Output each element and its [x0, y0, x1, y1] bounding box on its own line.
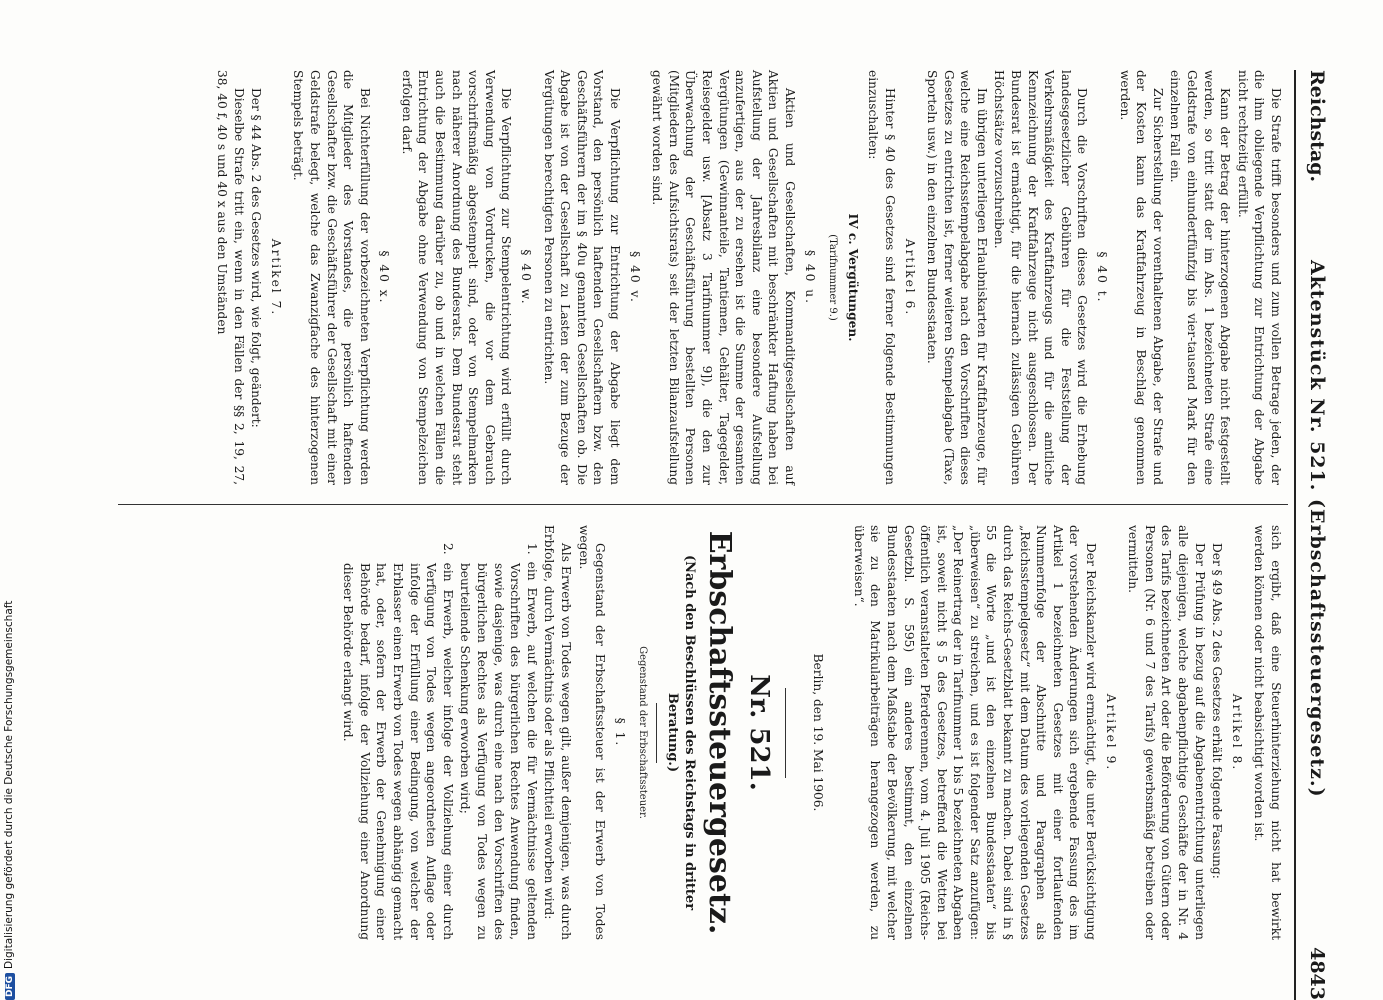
paragraph: Hinter § 40 des Gesetzes sind ferner folgende Bestimmungen einzuschalten:	[866, 70, 897, 485]
paragraph: Der § 49 Abs. 2 des Gesetzes erhält folgende Fassung:	[1210, 543, 1225, 879]
page-number: 4843	[1306, 947, 1328, 1000]
date-line: Berlin, den 19. Mai 1906.	[811, 653, 826, 812]
subject-heading: Gegenstand der Erbschaftssteuer.	[637, 646, 649, 819]
article-heading: Artikel 6.	[902, 238, 917, 317]
article-heading: Artikel 7.	[268, 238, 283, 317]
divider-rule	[785, 688, 786, 778]
list-item: 1. ein Erwerb, auf welchen die für Vermächtnisse geltenden Vorschriften des bürgerlichen Rechtes Anwendung finden, sowie dasjenige, was durch eine nach den Vorschriften des bürgerlichen Rechtes als Verfügung von Todes wegen zu beurteilende Schenkung erworben wird;	[458, 543, 539, 940]
paragraph: Als Erwerb von Todes wegen gilt, außer demjenigen, was durch Erbfolge, durch Vermächtnis oder als Pflichtteil erworben wird:	[542, 525, 573, 940]
chapter-heading: IV c. Vergütungen.	[845, 213, 860, 342]
paragraph: Kann der Betrag der hinterzogenen Abgabe nicht festgestellt werden, so tritt statt der im Abs. 1 bezeichneten Strafe eine Geldstrafe von einhundertfünfzig bis vier-tausend Mark für den einzelnen Fall ein.	[1168, 70, 1233, 485]
paragraph: Bei Nichterfüllung der vorbezeichneten Verpflichtung werden die Mitglieder des Vorstandes, die persönlich haftenden Gesellschafter bzw. die Geschäftsführer der Gesellschaft mit einer Geldstrafe belegt, welche das Zwanzigfache des hinterzogenen Stempels beträgt.	[291, 70, 372, 485]
page-header	[1294, 70, 1336, 1000]
header-title: Aktenstück Nr. 521. (Erbschaftssteuergesetz.)	[1306, 260, 1328, 798]
left-column	[212, 70, 1284, 485]
paragraph: Zur Sicherstellung der vorenthaltenen Abgabe, der Strafe und der Kosten kann das Kraftfahrzeug in Beschlag genommen werden.	[1117, 70, 1165, 485]
right-column	[339, 525, 1284, 940]
rotated-page-content	[86, 70, 1336, 1000]
paragraph: Die Verpflichtung zur Stempelentrichtung wird erfüllt durch Verwendung von Vordrucken, die vor dem Gebrauch vorschriftsmäßig abgestempelt sind, oder von Stempelmarken nach näherer Anordnung des Bundesrats. Dem Bundesrat steht auch die Bestimmung darüber zu, ob und in welchen Fällen die Entrichtung der Abgabe ohne Verwendung von Stempelzeichen erfolgen darf.	[399, 70, 514, 485]
divider-rule	[656, 703, 657, 763]
paragraph: Dieselbe Strafe tritt ein, wenn in den Fällen der §§ 2, 19, 27, 38, 40 f, 40 s und 40 x aus den Umständen	[214, 70, 246, 485]
credit-text: Digitalisierung gefördert durch die Deutsche Forschungsgemeinschaft	[3, 600, 15, 969]
section-heading: § 40 u.	[802, 249, 817, 306]
section-heading: § 40 x.	[377, 250, 392, 305]
header-left: Reichstag.	[1306, 70, 1328, 183]
digitization-credit	[3, 0, 19, 1000]
paragraph: Aktien und Gesellschaften, Kommanditgesellschaften auf Aktien und Gesellschaften mit beschränkter Haftung haben bei Aufstellung der Jahresbilanz eine besondere Aufstellung anzufertigen, aus der zu ersehen ist die Summe der gesamten Vergütungen (Gewinnanteile, Tantiemen, Gehälter, Tagegelder, Reisegelder usw. [Absatz 3 Tarifnummer 9]), die den zur Überwachung der Geschäftsführung bestellten Personen (Mitgliedern des Aufsichtsrats) seit der letzten Bilanzaufstellung gewährt worden sind.	[650, 70, 797, 485]
section-heading: § 40 t.	[1095, 251, 1110, 304]
paragraph: Gegenstand der Erbschaftssteuer ist der Erwerb von Todes wegen.	[576, 525, 608, 940]
paragraph: Der § 44 Abs. 2 des Gesetzes wird, wie folgt, geändert:	[249, 88, 264, 428]
dfg-logo: DFG	[5, 973, 15, 1000]
paragraph: sich ergibt, daß eine Steuerhinterziehung nicht hat bewirkt werden können oder nicht beabsichtigt worden ist.	[1252, 525, 1283, 940]
section-heading: § 40 w.	[519, 249, 534, 306]
paragraph: Im übrigen unterliegen Erlaubniskarten für Kraftfahrzeuge, für welche eine Reichsstempelabgabe nach den Vorschriften dieses Gesetzes zu entrichten ist, ferner weiteren Stempelabgabe (Taxe, Sporteln usw.) in den einzelnen Bundesstaaten.	[925, 70, 989, 485]
paragraph: Die Strafe trifft besonders und zum vollen Betrage jeden, der die ihm obliegende Verpflichtung zur Entrichtung der Abgabe nicht rechtzeitig erfüllt.	[1235, 70, 1283, 485]
paragraph: Die Verpflichtung zur Entrichtung der Abgabe liegt dem Vorstand, den persönlich haftenden Gesellschaftern bzw. den Geschäftsführern der im § 40u genannten Gesellschaften ob. Die Abgabe ist von der Gesellschaft zu Lasten der zum Bezuge der Vergütungen berechtigten Personen zu entrichten.	[541, 70, 623, 485]
chapter-subheading: (Tarifnummer 9.)	[827, 234, 839, 321]
paragraph: Der Prüfung in bezug auf die Abgabenentrichtung unterliegen alle diejenigen, welche abgabenpflichtige Geschäfte der in Nr. 4 des Tarifs bezeichneten Art oder die Beförderung von Gütern oder Personen (Nr. 6 und 7 des Tarifs) gewerbsmäßig betreiben oder vermitteln.	[1126, 525, 1207, 940]
paragraph: Durch die Vorschriften dieses Gesetzes wird die Erhebung landesgesetzlicher Gebühren für die Feststellung der Verkehrsmäßigkeit des Kraftfahrzeugs und für die amtliche Kennzeichnung der Kraftfahrzeuge nicht ausgeschlossen. Der Bundesrat ist ermächtigt, für die hiernach zulässigen Gebühren Höchstsätze vorzuschreiben.	[992, 70, 1090, 485]
section-heading: § 40 v.	[627, 251, 642, 304]
document-number: Nr. 521.	[743, 674, 774, 791]
column-divider	[118, 504, 1288, 505]
list-item: 2. ein Erwerb, welcher infolge der Vollziehung einer durch Verfügung von Todes wegen angeordneten Auflage oder infolge der Erfüllung einer Bedingung, von welcher der Erblasser einen Erwerb von Todes wegen abhängig gemacht hat, oder, sofern der Erwerb der Genehmigung einer Behörde bedarf, infolge der Vollziehung einer Anordnung dieser Behörde erlangt wird.	[341, 543, 455, 940]
section-heading: § 1.	[612, 717, 627, 748]
article-heading: Artikel 9.	[1103, 693, 1118, 772]
document-subtitle: (Nach den Beschlüssen des Reichstags in dritter Beratung.)	[664, 554, 697, 911]
paragraph: Der Reichskanzler wird ermächtigt, die unter Berücksichtigung der vorstehenden Änderungen sich ergebende Fassung des im Artikel 1 bezeichneten Gesetzes mit einer fortlaufenden Nummernfolge der Abschnitte und Paragraphen als „Reichsstempelgesetz“ mit dem Datum des vorliegenden Gesetzes durch das Reichs-Gesetzblatt bekannt zu machen. Dabei sind in § 55 die Worte „und ist den einzelnen Bundesstaaten“ bis „überweisen“ zu streichen, und es ist folgender Satz anzufügen: „Der Reinertrag der in Tarifnummer 1 bis 5 bezeichneten Abgaben ist, soweit nicht § 5 des Gesetzes, betreffend die Wetten bei öffentlich veranstalteten Pferderennen, vom 4. Juli 1905 (Reichs-Gesetzbl. S. 595) ein anderes bestimmt, den einzelnen Bundesstaaten nach dem Maßstabe der Bevölkerung, mit welcher sie zu den Matrikularbeiträgen herangezogen werden, zu überweisen“.	[851, 525, 1099, 940]
document-title: Erbschaftssteuergesetz.	[701, 530, 737, 935]
article-heading: Artikel 8.	[1229, 693, 1244, 772]
